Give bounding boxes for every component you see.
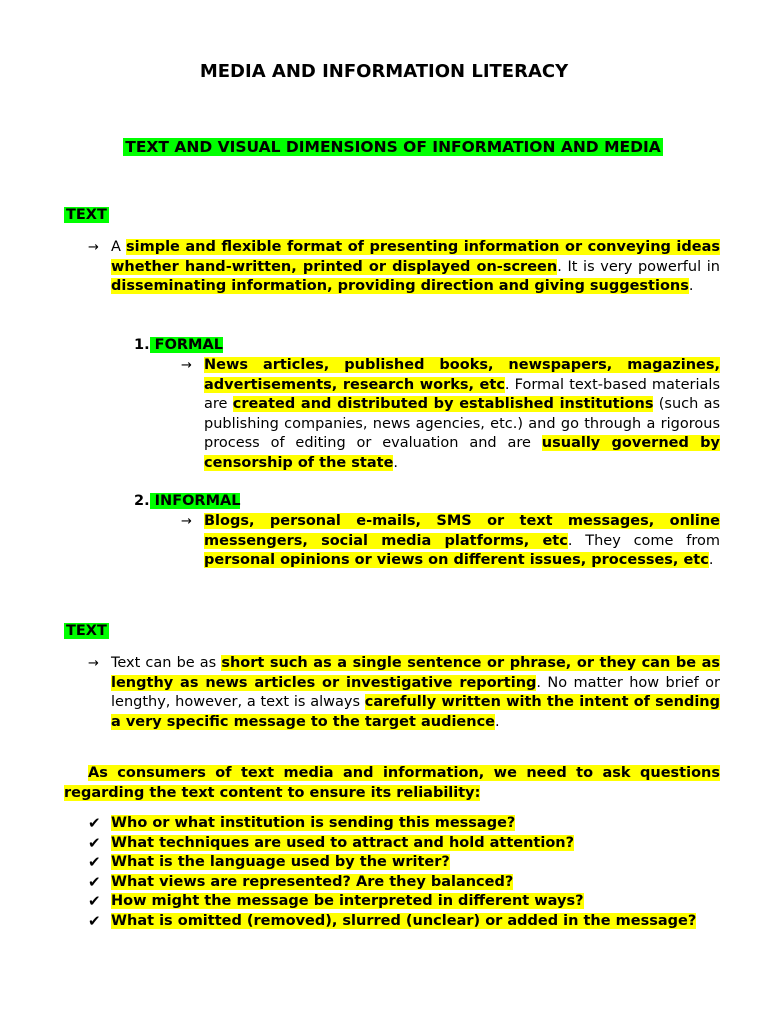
text-length-paragraph: Text can be as short such as a single sentence or phrase, or they can be as lengthy as news articles or investigative reporting. No matter how brief or lengthy, however, a text is always carefully written with the intent of sending a very specific message to the target audience.	[111, 655, 721, 730]
informal-paragraph: Blogs, personal e-mails, SMS or text messages, online messengers, social media platforms, etc. They come from personal opinions or views on different issues, processes, etc.	[204, 513, 720, 568]
check-icon: ✔	[88, 872, 101, 891]
list-item: ✔ Who or what institution is sending this message?	[88, 814, 516, 832]
arrow-icon: →	[88, 656, 99, 671]
formal-paragraph: News articles, published books, newspapers, magazines, advertisements, research works, etc. Formal text-based materials are created and distributed by established institutions (such as publishing companies, news agencies, etc.) and go through a rigorous process of editing or evaluation and are usually governed by censorship of the state.	[204, 357, 721, 471]
consumers-paragraph: As consumers of text media and information, we need to ask questions regarding the text content to ensure its reliability:	[64, 765, 720, 801]
informal-heading: 2. INFORMAL	[134, 493, 241, 509]
list-item: ✔ What is the language used by the writer?	[88, 853, 450, 871]
document-title: MEDIA AND INFORMATION LITERACY	[199, 61, 569, 82]
arrow-icon: →	[88, 240, 99, 255]
list-item: ✔ What views are represented? Are they balanced?	[88, 872, 514, 891]
arrow-icon: →	[181, 358, 192, 373]
questions-list	[88, 814, 720, 931]
list-item: ✔ What techniques are used to attract and hold attention?	[88, 833, 575, 852]
list-item: ✔ What is omitted (removed), slurred (unclear) or added in the message?	[88, 911, 697, 930]
subtitle-text: TEXT AND VISUAL DIMENSIONS OF INFORMATION AND MEDIA	[125, 138, 661, 156]
section-heading-text-2: TEXT	[66, 623, 107, 639]
arrow-icon: →	[181, 514, 192, 529]
document-subtitle	[0, 138, 768, 156]
check-icon: ✔	[88, 833, 101, 852]
formal-heading: 1. FORMAL	[134, 337, 223, 353]
check-icon: ✔	[88, 853, 101, 871]
check-icon: ✔	[88, 892, 101, 910]
check-icon: ✔	[88, 814, 101, 832]
list-item: ✔ How might the message be interpreted in different ways?	[88, 892, 584, 910]
text-definition-paragraph: A simple and flexible format of presenting information or conveying ideas whether hand-written, printed or displayed on-screen. It is very powerful in disseminating information, providing direction and giving suggestions.	[111, 239, 721, 294]
section-heading-text-1: TEXT	[66, 207, 107, 223]
check-icon: ✔	[88, 911, 101, 930]
